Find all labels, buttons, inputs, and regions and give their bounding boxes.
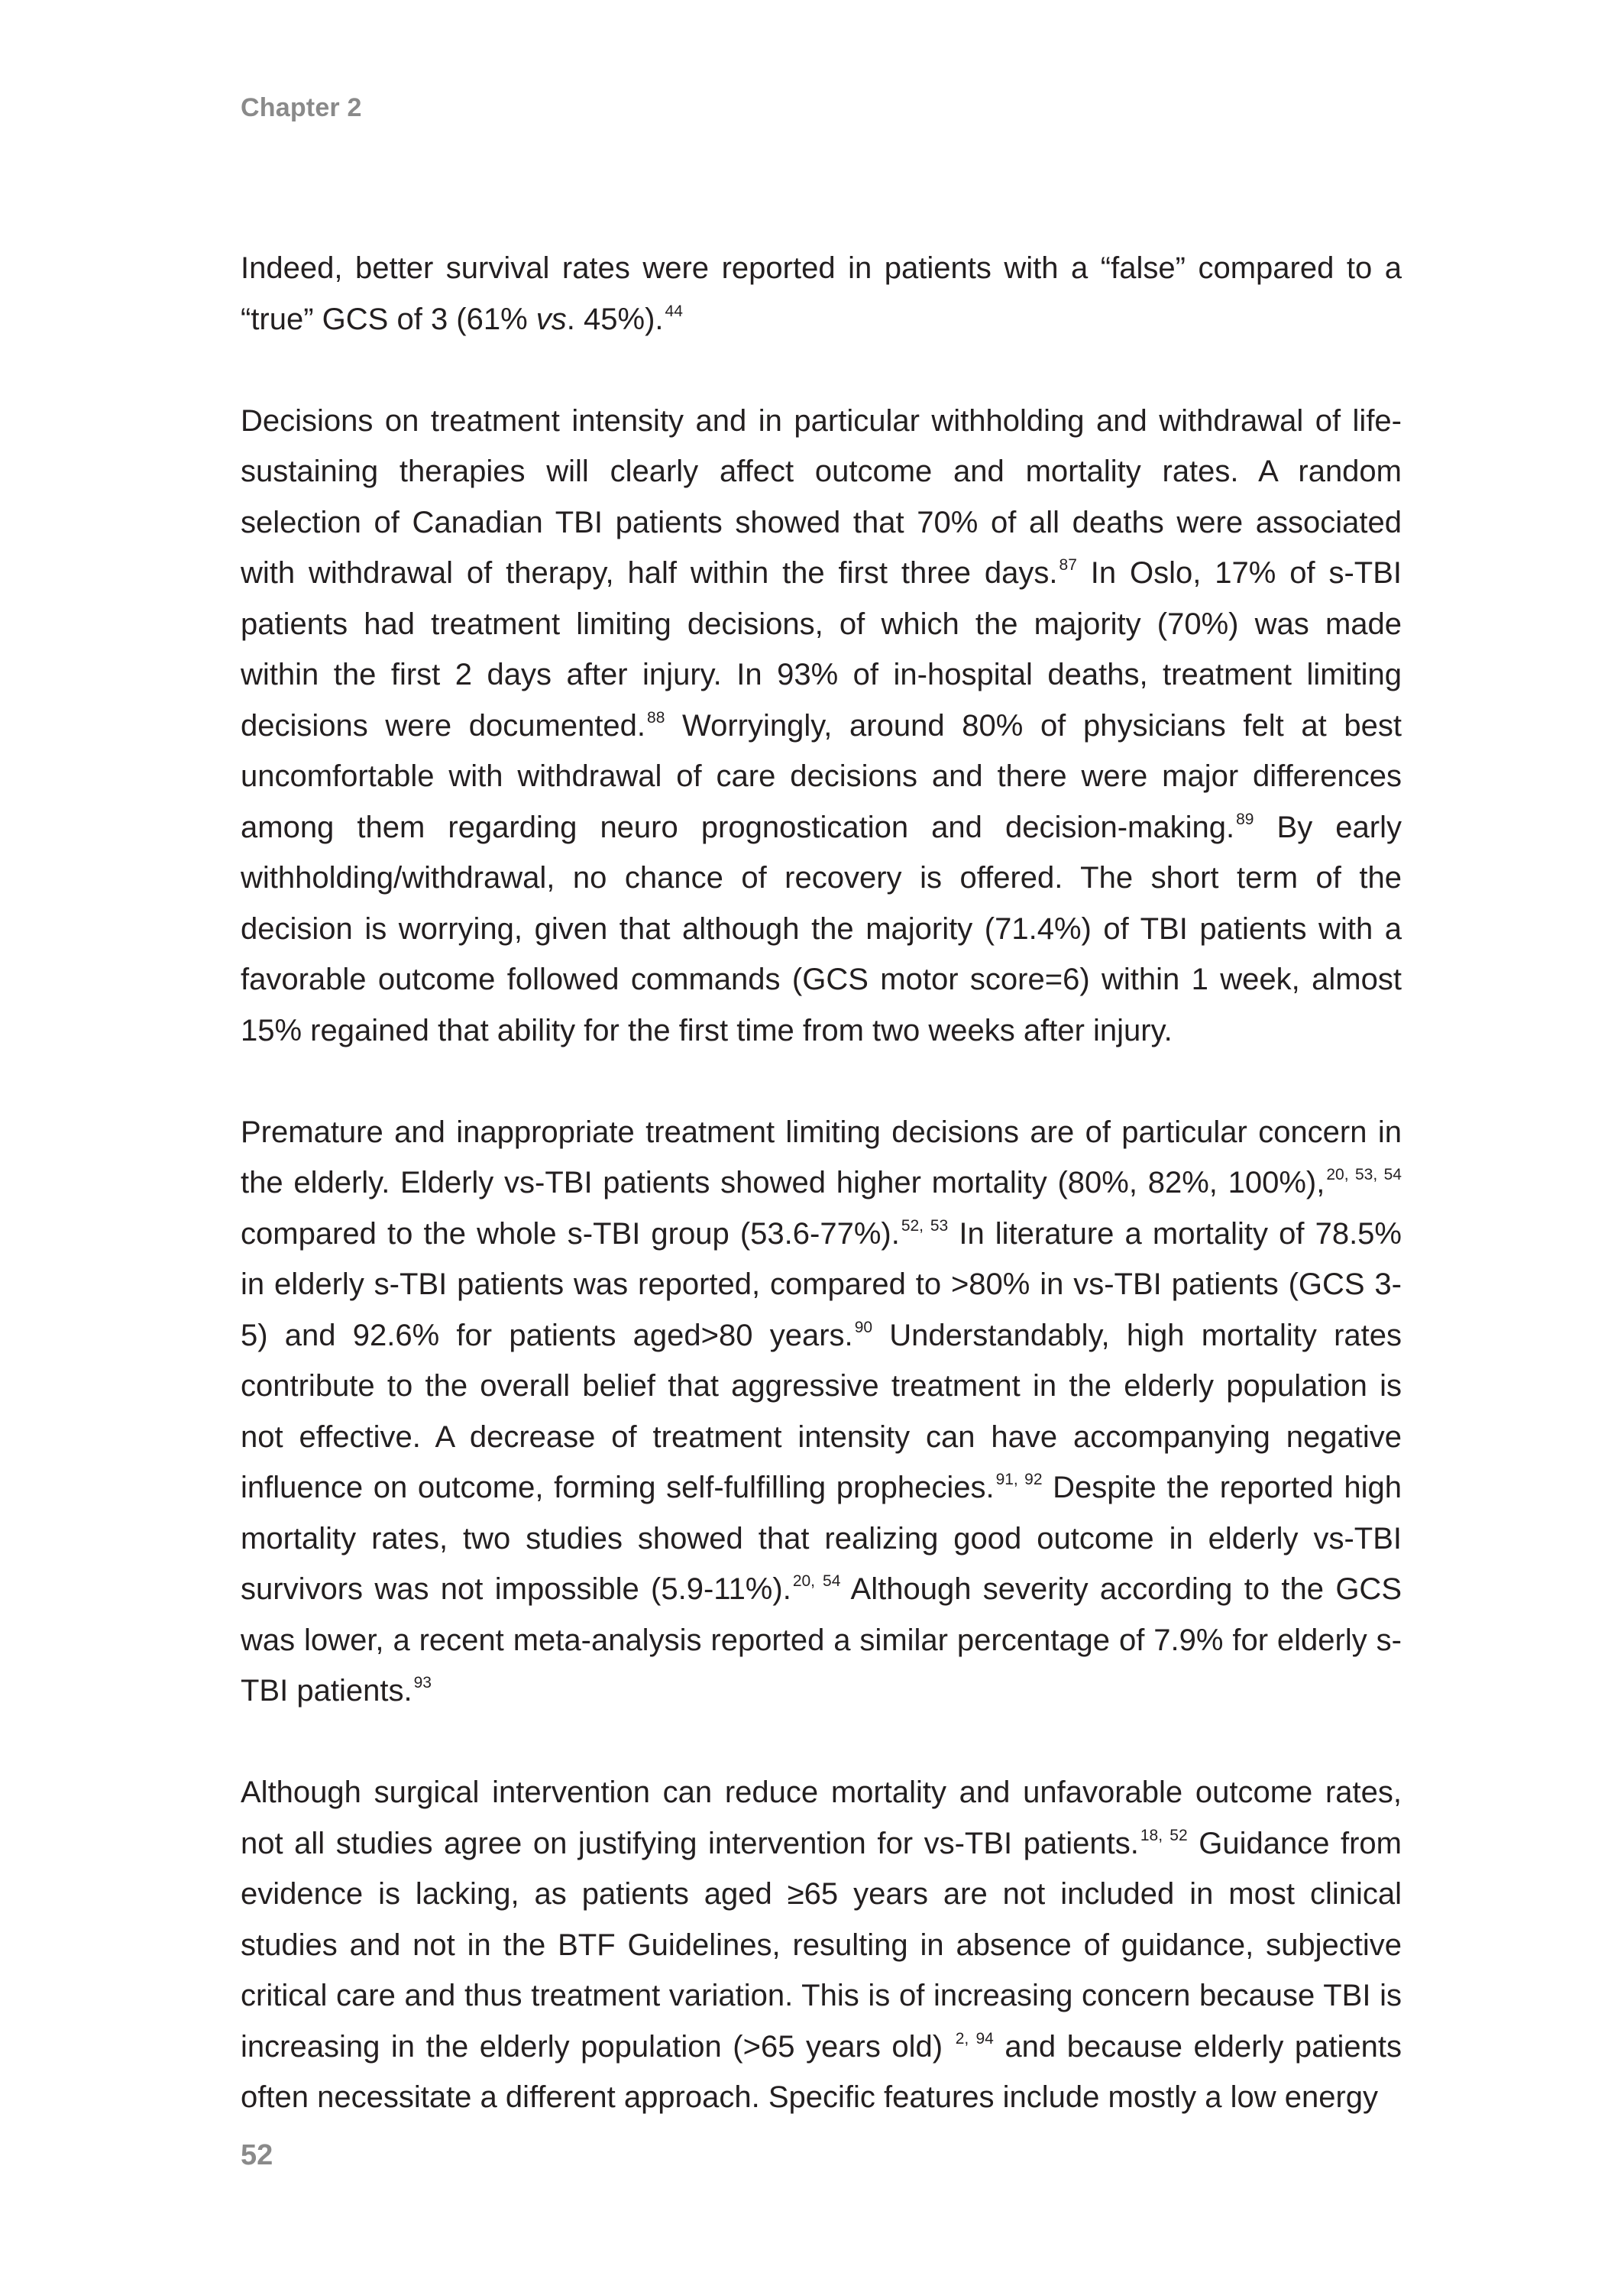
citation-superscript: 44 — [665, 302, 683, 320]
text-run: In literature a mortality of 78.5% in elderly s-TBI patients was reported, compared to >80% in vs-TBI patients (GCS 3-5) and 92.6% for patients aged>80 years. — [241, 1216, 1402, 1352]
paragraph-1 — [241, 243, 1402, 345]
citation-superscript: 87 — [1059, 556, 1077, 574]
body-text — [241, 243, 1402, 2123]
citation-superscript: 18, 52 — [1140, 1826, 1188, 1844]
text-run: Indeed, better survival rates were reported in patients with a “false” compared to a “true” GCS of 3 (61% — [241, 251, 1402, 336]
citation-superscript: 20, 54 — [792, 1572, 841, 1590]
citation-superscript: 91, 92 — [995, 1471, 1043, 1488]
text-run: Decisions on treatment intensity and in particular withholding and withdrawal of life-sustaining therapies will clearly affect outcome and mortality rates. A random selection of Canadian TBI patients showed that 70% of all deaths were associated with withdrawal of therapy, half within the first three days. — [241, 403, 1402, 590]
page-number: 52 — [241, 2139, 273, 2171]
text-run: Worryingly, around 80% of physicians felt at best uncomfortable with withdrawal of care decisions and there were major differences among them regarding neuro prognostication and decision-making. — [241, 708, 1402, 844]
text-run: By early withholding/withdrawal, no chance of recovery is offered. The short term of the decision is worrying, given that although the majority (71.4%) of TBI patients with a favorable outcome followed commands (GCS motor score=6) within 1 week, almost 15% regained that ability for the first time from two weeks after injury. — [241, 810, 1402, 1047]
citation-superscript: 90 — [854, 1318, 873, 1336]
text-run: . 45%). — [566, 302, 664, 336]
citation-superscript: 88 — [647, 708, 665, 727]
text-run: compared to the whole s-TBI group (53.6-77%). — [241, 1216, 900, 1251]
italic-text: vs — [535, 302, 567, 336]
paragraph-3 — [241, 1107, 1402, 1717]
text-run: Despite the reported high mortality rates, two studies showed that realizing good outcome in elderly vs-TBI survivors was not impossible (5.9-11%). — [241, 1471, 1402, 1606]
citation-superscript: 52, 53 — [901, 1216, 949, 1235]
paragraph-2 — [241, 396, 1402, 1057]
text-run: Guidance from evidence is lacking, as patients aged ≥65 years are not included in most clinical studies and not in the BTF Guidelines, resulting in absence of guidance, subjective critical care and thus treatment variation. This is of increasing concern because TBI is increasing in the elderly population (>65 years old) — [241, 1826, 1402, 2064]
text-run: Premature and inappropriate treatment limiting decisions are of particular concern in the elderly. Elderly vs-TBI patients showed higher mortality (80%, 82%, 100%), — [241, 1115, 1402, 1199]
running-head: Chapter 2 — [241, 93, 362, 122]
citation-superscript: 2, 94 — [955, 2029, 994, 2048]
citation-superscript: 93 — [413, 1674, 432, 1691]
text-run: and because elderly patients often necessitate a different approach. Specific features include mostly a low energy — [241, 2029, 1402, 2114]
citation-superscript: 89 — [1236, 810, 1254, 828]
text-run: In Oslo, 17% of s-TBI patients had treatment limiting decisions, of which the majority (70%) was made within the first 2 days after injury. In 93% of in-hospital deaths, treatment limiting decisions were documented. — [241, 556, 1402, 743]
citation-superscript: 20, 53, 54 — [1326, 1166, 1402, 1183]
text-run: Although surgical intervention can reduce mortality and unfavorable outcome rates, not all studies agree on justifying intervention for vs-TBI patients. — [241, 1776, 1402, 1860]
text-run: Although severity according to the GCS was lower, a recent meta-analysis reported a similar percentage of 7.9% for elderly s-TBI patients. — [241, 1572, 1402, 1708]
text-run: Understandably, high mortality rates contribute to the overall belief that aggressive treatment in the elderly population is not effective. A decrease of treatment intensity can have accompanying negative influence on outcome, forming self-fulfilling prophecies. — [241, 1318, 1402, 1504]
paragraph-4 — [241, 1767, 1402, 2123]
